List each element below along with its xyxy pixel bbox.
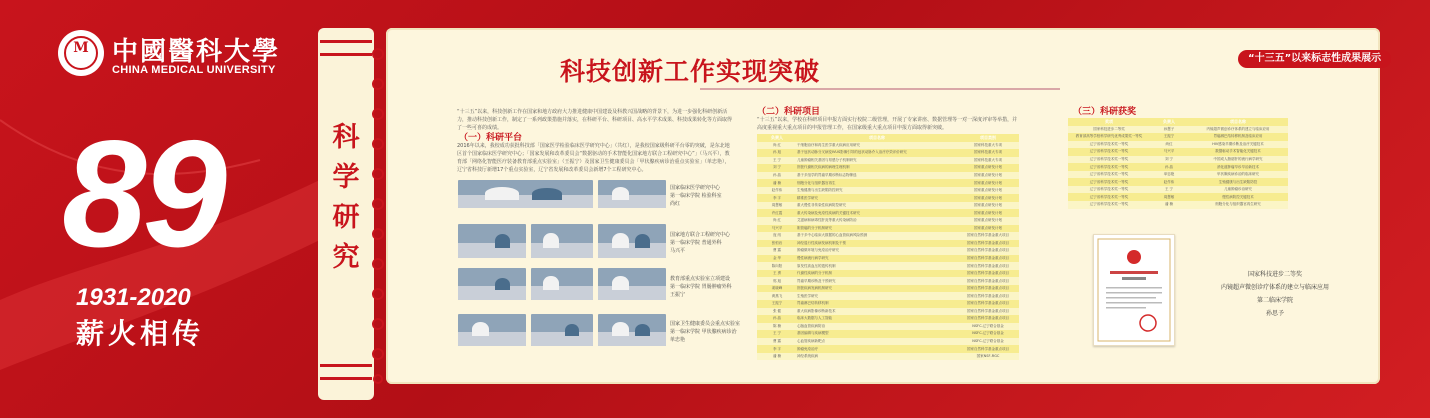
- table-cell: 国家自然科学基金重点项目: [957, 247, 1019, 255]
- photo-lab: [598, 180, 666, 208]
- table-header-cell: 项目名称: [1188, 118, 1288, 126]
- table-cell: 国家重点研发计划: [957, 164, 1019, 172]
- table-cell: 基于冠状动脉分叉病变IVUS影像引导的冠状动脉介入治疗疗效评价研究: [797, 149, 957, 157]
- table-cell: 胃癌淋巴结转移机制: [797, 300, 957, 308]
- table-cell: 国家自然科学基金重点项目: [957, 315, 1019, 323]
- table-cell: 曹 露: [757, 338, 797, 346]
- table-row: [757, 149, 1019, 157]
- table-cell: 重大慢性非传染性疾病防控研究: [797, 202, 957, 210]
- table-cell: 重大传染病及免疫性疾病的关键技术研究: [797, 209, 957, 217]
- table-row: [757, 142, 1019, 150]
- table-row: [757, 308, 1019, 316]
- table-cell: 王振宁: [1150, 133, 1188, 141]
- table-row: [1068, 193, 1288, 201]
- table-cell: 肝脏疾病发病机制研究: [797, 285, 957, 293]
- photo-caption-4: 国家卫生健康委员会重点实验室 第一临床学院 甲状腺疾病诊治 单忠艳: [670, 321, 741, 343]
- table-cell: 王 宁: [757, 330, 797, 338]
- table-row: [757, 172, 1019, 180]
- photo-doctors: [598, 314, 666, 346]
- table-cell: 国家自然科学基金重大项目: [957, 232, 1019, 240]
- table-cell: 赵作伟: [1150, 178, 1188, 186]
- table-cell: 潘 楠: [1150, 201, 1188, 209]
- table-row: [757, 353, 1019, 361]
- table-cell: 国家科技重大专项: [957, 149, 1019, 157]
- table-row: [757, 323, 1019, 331]
- table-cell: 陈向阳: [757, 262, 797, 270]
- table-cell: 干细胞治疗和再生医学重大疾病应用研究: [797, 142, 957, 150]
- table-cell: 细胞分化与组织器官再生: [797, 179, 957, 187]
- table-cell: 消化道肿瘤早诊早治新技术: [1188, 163, 1288, 171]
- table-cell: 原发性高血压的遗传机制: [797, 262, 957, 270]
- table-row: [757, 345, 1019, 353]
- table-cell: 生殖健康与出生缺陷防控: [1188, 178, 1288, 186]
- table-cell: 孙 旭: [757, 149, 797, 157]
- table-row: [757, 315, 1019, 323]
- projects-table: [757, 134, 1019, 360]
- photo-team: [531, 224, 593, 258]
- table-cell: 国家重点研发计划: [957, 225, 1019, 233]
- table-cell: 国家重点研发计划: [957, 217, 1019, 225]
- table-cell: 姜晓峰: [757, 285, 797, 293]
- table-cell: 张 健: [757, 308, 797, 316]
- table-cell: 国家自然科学基金重点项目: [957, 285, 1019, 293]
- table-cell: 陈 楠: [757, 323, 797, 331]
- table-row: [757, 270, 1019, 278]
- table-cell: 国家自然科学基金重点项目: [957, 255, 1019, 263]
- table-cell: 单忠艳: [1150, 171, 1188, 179]
- table-cell: 国家重点研发计划: [957, 179, 1019, 187]
- table-cell: 王 宁: [1150, 186, 1188, 194]
- table-cell: 辽宁省科学技术奖一等奖: [1068, 163, 1150, 171]
- table-cell: 国家重点研发计划: [957, 209, 1019, 217]
- table-row: [757, 217, 1019, 225]
- table-cell: 潘 楠: [757, 179, 797, 187]
- scroll-cap-bottom: [320, 364, 372, 380]
- table-cell: 国家自然科学基金重点项目: [957, 345, 1019, 353]
- table-cell: 基因编辑与疾病模型: [797, 330, 957, 338]
- photo-surgery: [458, 224, 526, 258]
- table-row: [1068, 148, 1288, 156]
- table-cell: 尚 红: [757, 217, 797, 225]
- table-cell: 国家科技重大专项: [957, 142, 1019, 150]
- table-row: [757, 285, 1019, 293]
- table-cell: 辽宁省科学技术奖一等奖: [1068, 186, 1150, 194]
- table-cell: 中国成人脂肪肝的流行病学研究: [1188, 156, 1288, 164]
- section-projects-text: “十三五”以来，学校在科研项目申报方面实行校院二级管理，开展了专家讲座、数据管理等一对一深度评审等举措，并高度重视重大重点项目的申报管理工作，在国家级重大重点项目申报方面取得新突破。: [757, 117, 1018, 131]
- table-cell: 辽宁省科学技术奖一等奖: [1068, 193, 1150, 201]
- section-platform-title: （一）科研平台: [459, 133, 523, 143]
- table-cell: 辽宁省科学技术奖一等奖: [1068, 156, 1150, 164]
- table-row: [1068, 163, 1288, 171]
- table-row: [757, 157, 1019, 165]
- table-cell: 甲状腺疾病诊治的临床研究: [1188, 171, 1288, 179]
- table-cell: 生殖健康与出生缺陷防控研究: [797, 187, 957, 195]
- photo-caption-2: 国家地方联合工程研究中心 第一临床学院 普通外科 马兴平: [670, 232, 731, 254]
- photo-caption-3: 教育部重点实验室立项建设 第一临床学院 胃肠肿瘤外科 王振宁: [670, 276, 732, 298]
- table-cell: 尚红: [1150, 141, 1188, 149]
- title-underline: [700, 88, 1060, 90]
- table-cell: 艾滋病和病毒性肝炎等重大传染病防治: [797, 217, 957, 225]
- table-cell: 王 宁: [757, 157, 797, 165]
- table-cell: 辽宁省科学技术奖一等奖: [1068, 141, 1150, 149]
- table-row: [1068, 178, 1288, 186]
- table-cell: 生殖医学研究: [797, 292, 957, 300]
- table-cell: 国家自然科学基金重点项目: [957, 240, 1019, 248]
- table-cell: 国家自然科学基金重点项目: [957, 262, 1019, 270]
- table-row: [757, 232, 1019, 240]
- photo-lab-2: [598, 224, 666, 258]
- table-cell: 国家重点研发计划: [957, 194, 1019, 202]
- table-row: [757, 338, 1019, 346]
- table-cell: 国家科技进步二等奖: [1068, 126, 1150, 134]
- table-cell: 儿童肿瘤相关基因与易感分子机制研究: [797, 157, 957, 165]
- photo-caption-1: 国家临床医学研究中心 第一临床学院 检验科室 尚红: [670, 185, 722, 207]
- photo-group: [458, 180, 593, 208]
- table-cell: 儿童肿瘤诊治研究: [1188, 186, 1288, 194]
- table-cell: 胃癌淋巴结转移机制及临床应用: [1188, 133, 1288, 141]
- photo-ward: [458, 314, 526, 346]
- table-cell: 王 勇: [757, 270, 797, 278]
- table-cell: 王振宁: [757, 300, 797, 308]
- table-row: [1068, 133, 1288, 141]
- table-cell: 国家重点研发计划: [957, 172, 1019, 180]
- table-row: [757, 292, 1019, 300]
- table-row: [757, 202, 1019, 210]
- table-row: [757, 164, 1019, 172]
- table-cell: 郭 旭: [757, 277, 797, 285]
- certificate-emblem: [1094, 235, 1174, 345]
- vertical-title-char: 科: [332, 122, 360, 153]
- table-cell: 代谢性疾病的分子机制: [797, 270, 957, 278]
- table-row: [757, 262, 1019, 270]
- table-row: [1068, 186, 1288, 194]
- logo-glyph: M: [73, 40, 89, 56]
- table-cell: 国家重点研发计划: [957, 202, 1019, 210]
- table-cell: 金 华: [757, 255, 797, 263]
- table-cell: 刘 宁: [1150, 156, 1188, 164]
- table-row: [1068, 126, 1288, 134]
- table-header-cell: 负责人: [1150, 118, 1188, 126]
- table-cell: 基于多中心临床大数据的心血管疾病风险预测: [797, 232, 957, 240]
- table-cell: 心血管疾病新靶点: [797, 338, 957, 346]
- table-cell: 神经退行性疾病发病机制及干预: [797, 240, 957, 248]
- vertical-title-char: 学: [332, 162, 360, 193]
- photo-meeting: [531, 314, 593, 346]
- table-cell: NSFC-辽宁联合基金: [957, 330, 1019, 338]
- table-cell: 马兴平: [1150, 148, 1188, 156]
- table-row: [757, 255, 1019, 263]
- table-cell: 国家自然科学基金重点项目: [957, 292, 1019, 300]
- table-cell: 神经系统疾病: [797, 353, 957, 361]
- table-cell: 赵作伟: [757, 187, 797, 195]
- table-row: [1068, 156, 1288, 164]
- table-cell: 国家自然科学基金重点项目: [957, 308, 1019, 316]
- table-cell: 胃癌早期诊断及干预研究: [797, 277, 957, 285]
- photo-equipment: [598, 268, 666, 300]
- table-cell: 心脑血管疾病防治: [797, 323, 957, 331]
- awards-table: [1068, 118, 1288, 209]
- table-row: [757, 194, 1019, 202]
- table-header-cell: 项目类别: [957, 134, 1019, 142]
- table-cell: 辽宁省科学技术奖一等奖: [1068, 178, 1150, 186]
- table-cell: 周慧敏: [757, 202, 797, 210]
- anniversary-number: 89: [62, 109, 224, 279]
- vertical-title-char: 研: [332, 202, 360, 233]
- table-cell: 慢性病流行病学研究: [797, 255, 957, 263]
- table-cell: 胆管癌的分子机制研究: [797, 225, 957, 233]
- table-row: [757, 225, 1019, 233]
- table-cell: 张恒岩: [757, 240, 797, 248]
- intro-paragraph: “十三五”以来，科技创新工作在国家和地方政府大力推进健康中国建设及科教兴国战略的背景下，为进一步强化科研创新活力，推动科技创新工作，制定了一系列政策措施并落实，在科研平台、科研项目、高水平学术成果、科技成果转化等方面取得了一些可喜的成绩。: [457, 109, 733, 131]
- year-range: 1931-2020: [76, 284, 191, 311]
- table-cell: 许红霞: [757, 209, 797, 217]
- table-cell: HIV感染早期诊断及治疗关键技术: [1188, 141, 1288, 149]
- table-cell: 孙 晶: [757, 315, 797, 323]
- table-row: [1068, 141, 1288, 149]
- table-cell: 国家科技重大专项: [957, 157, 1019, 165]
- table-cell: 潘 楠: [757, 353, 797, 361]
- table-cell: 孙 晶: [757, 172, 797, 180]
- table-cell: 辽宁省科学技术奖一等奖: [1068, 201, 1150, 209]
- table-cell: 国家NSF-RGC: [957, 353, 1019, 361]
- table-cell: 慢性病防控关键技术: [1188, 193, 1288, 201]
- table-row: [757, 330, 1019, 338]
- table-row: [757, 277, 1019, 285]
- table-row: [1068, 201, 1288, 209]
- table-header-cell: 负责人: [757, 134, 797, 142]
- table-cell: 国家自然科学基金重点项目: [957, 300, 1019, 308]
- table-cell: 肿瘤微环境与免疫治疗研究: [797, 247, 957, 255]
- table-cell: 黄燕飞: [757, 292, 797, 300]
- table-cell: 国家重点研发计划: [957, 187, 1019, 195]
- table-row: [757, 187, 1019, 195]
- table-cell: 马兴平: [757, 225, 797, 233]
- table-row: [757, 247, 1019, 255]
- table-row: [1068, 171, 1288, 179]
- table-cell: 刘 宁: [757, 164, 797, 172]
- table-header-row: [757, 134, 1019, 142]
- table-cell: 孙慧子: [1150, 126, 1188, 134]
- board-title: 科技创新工作实现突破: [559, 57, 820, 86]
- table-cell: NSFC-辽宁联合基金: [957, 323, 1019, 331]
- table-cell: 精准医学研究: [797, 194, 957, 202]
- table-cell: 肿瘤免疫治疗: [797, 345, 957, 353]
- table-cell: 辽宁省科学技术奖一等奖: [1068, 148, 1150, 156]
- table-cell: 周慧敏: [1150, 193, 1188, 201]
- table-cell: 重大疾病影像诊断新技术: [797, 308, 957, 316]
- table-cell: 内镜超声微创诊疗体系的建立与临床应用: [1188, 126, 1288, 134]
- vertical-title: [329, 118, 363, 278]
- table-header-cell: 项目名称: [797, 134, 957, 142]
- table-row: [757, 240, 1019, 248]
- table-header-row: [1068, 118, 1288, 126]
- slogan: 薪火相传: [76, 317, 205, 350]
- photo-clinic-2: [531, 268, 593, 300]
- table-row: [757, 209, 1019, 217]
- table-cell: 曹 露: [757, 247, 797, 255]
- university-name-en: CHINA MEDICAL UNIVERSITY: [112, 64, 276, 76]
- award-certificate: [1093, 234, 1175, 346]
- award-caption: 国家科技进步二等奖 内镜超声微创诊疗体系的建立与临床应用 第二临床学院 孙思予: [1220, 271, 1329, 317]
- highlight-badge: “十三五”以来标志性成果展示: [1238, 50, 1391, 68]
- table-cell: 国家自然科学基金重点项目: [957, 270, 1019, 278]
- table-cell: 辽宁省科学技术奖一等奖: [1068, 171, 1150, 179]
- table-cell: 庞 闯: [757, 232, 797, 240]
- table-cell: 教育部高等学校科学研究优秀成果奖一等奖: [1068, 133, 1150, 141]
- table-cell: 孙 晶: [1150, 163, 1188, 171]
- vertical-title-char: 究: [332, 242, 360, 273]
- section-platform-text: 2016年以来，我校成功获批科技部「国家医学检验临床医学研究中心」（共红），是我校国家级科研平台零的突破，是东北地区首个国家临床医学研究中心；「国家发展和改革委员会“数据驱动的手术智能化国家地方联合工程研究中心”」（马兴平），教育部「网络化智能医疗装备教育部重点实验室」（王振宁）及国家卫生健康委员会「甲状腺疾病诊治重点实验室」（单忠艳），辽宁省科技厅新增17个重点实验室，辽宁省发展和改革委员会新增7个工程研究中心。: [457, 143, 730, 173]
- table-cell: 国家自然科学基金重点项目: [957, 277, 1019, 285]
- table-cell: 细胞分化与组织器官再生研究: [1188, 201, 1288, 209]
- table-cell: 临床大数据与人工智能: [797, 315, 957, 323]
- table-cell: 基于多组学的胃癌早期诊断标志物筛选: [797, 172, 957, 180]
- table-row: [757, 300, 1019, 308]
- table-cell: NSFC-辽宁联合基金: [957, 338, 1019, 346]
- university-name-cn: 中國醫科大學: [112, 37, 281, 67]
- table-header-cell: 奖项: [1068, 118, 1150, 126]
- table-cell: 尚 红: [757, 142, 797, 150]
- table-cell: 数据驱动手术智能化关键技术: [1188, 148, 1288, 156]
- photo-clinic: [458, 268, 526, 300]
- section-projects-title: （二）科研项目: [757, 107, 821, 117]
- section-awards-title: （三）科研获奖: [1073, 107, 1137, 117]
- table-cell: 李 宇: [757, 194, 797, 202]
- table-cell: 李 宇: [757, 345, 797, 353]
- table-row: [757, 179, 1019, 187]
- table-cell: 肝脏代谢相关疾病的病理生理机制: [797, 164, 957, 172]
